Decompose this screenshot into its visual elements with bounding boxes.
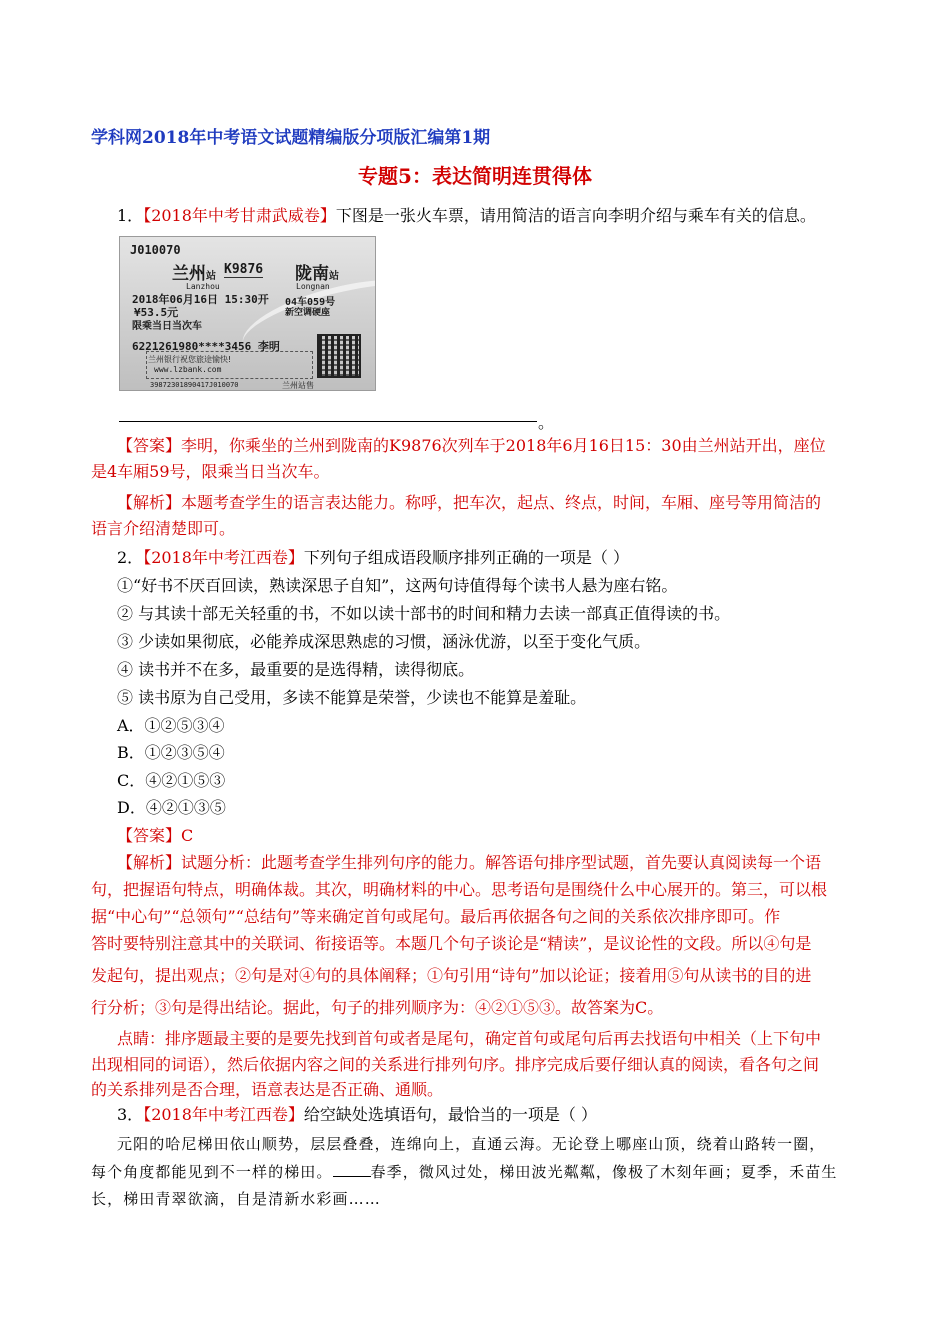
q1-answer-line-1: 【答案】李明，你乘坐的兰州到陇南的K9876次列车于2018年6月16日15：30由兰州站开出，座位 (117, 436, 826, 455)
ticket-from-pinyin: Lanzhou (186, 282, 220, 291)
question-number: 2． (117, 548, 144, 567)
q2-answer: 【答案】C (117, 826, 194, 845)
ticket-serial: 39872301890417J010070 (150, 381, 239, 389)
sentence-4: ④ 读书并不在多，最重要的是选得精，读得彻底。 (117, 660, 475, 679)
question-number: 1． (117, 206, 144, 225)
question-source: 【2018年中考江西卷】 (143, 1105, 304, 1124)
question-3 (117, 1105, 597, 1125)
ticket-to-pinyin: Longnan (296, 282, 330, 291)
question-1 (117, 206, 816, 226)
ticket-code: J010070 (130, 243, 181, 257)
document-header: 学科网2018年中考语文试题精编版分项版汇编第1期 (91, 128, 491, 148)
q2-analysis-line-6: 行分析；③句是得出结论。据此，句子的排列顺序为：④②①⑤③。故答案为C。 (91, 998, 664, 1017)
question-source: 【2018年中考甘肃武威卷】 (143, 206, 336, 225)
qr-code-icon (317, 334, 361, 378)
option-c: C．④②①⑤③ (117, 771, 226, 790)
ticket-class: 新空调硬座 (285, 308, 331, 318)
fill-in-blank[interactable] (333, 1162, 371, 1177)
sentence-2: ② 与其读十部无关轻重的书，不如以读十部书的时间和精力去读一部真正值得读的书。 (117, 604, 731, 623)
q2-tip-line-1: 点睛：排序题最主要的是要先找到首句或者是尾句，确定首句或尾句后再去找语句中相关（上下句中 (117, 1029, 822, 1048)
ticket-date: 2018年06月16日 15:30开 (132, 293, 269, 306)
q2-analysis-line-4: 答时要特别注意其中的关联词、衔接语等。本题几个句子谈论是“精读”，是议论性的文段。所以④句是 (91, 934, 812, 953)
question-source: 【2018年中考江西卷】 (143, 548, 304, 567)
question-number: 3． (117, 1105, 144, 1124)
ticket-passenger-id: 6221261980****3456 李明 (132, 340, 280, 353)
question-text: 下图是一张火车票，请用简洁的语言向李明介绍与乘车有关的信息。 (335, 206, 816, 225)
answer-blank-period: 。 (538, 413, 555, 432)
sentence-1: ①“好书不厌百回读，熟读深思子自知”，这两句诗值得每个读书人悬为座右铭。 (117, 576, 678, 595)
ticket-bank-slogan: 兰州银行祝您旅途愉快! (148, 355, 232, 364)
q2-analysis-line-3: 据“中心句”“总领句”“总结句”等来确定首句或尾句。最后再依据各句之间的关系依次排序即可。作 (91, 907, 781, 926)
ticket-bank-url: www.lzbank.com (154, 365, 222, 374)
ticket-limit: 限乘当日当次车 (132, 321, 202, 332)
sentence-3: ③ 少读如果彻底，必能养成深思熟虑的习惯，涵泳优游，以至于变化气质。 (117, 632, 651, 651)
ticket-price: ¥53.5元 (134, 306, 179, 319)
passage-line-1: 元阳的哈尼梯田依山顺势，层层叠叠，连绵向上，直通云海。无论登上哪座山顶，绕着山路转一圈， (117, 1135, 826, 1153)
q2-tip-line-3: 的关系排列是否合理，语意表达是否正确、通顺。 (91, 1080, 444, 1099)
answer-blank-line (119, 421, 537, 422)
passage-line-3: 长，梯田青翠欲滴，自是清新水彩画…… (91, 1190, 381, 1208)
option-d: D．④②①③⑤ (117, 798, 226, 817)
q1-analysis-line-1: 【解析】本题考查学生的语言表达能力。称呼，把车次，起点、终点，时间，车厢、座号等用简洁的 (117, 493, 822, 512)
q1-answer-line-2: 是4车厢59号，限乘当日当次车。 (91, 462, 330, 481)
ticket-seat: 04车059号 (285, 297, 336, 308)
sentence-5: ⑤ 读书原为自己受用，多读不能算是荣誉，少读也不能算是羞耻。 (117, 688, 587, 707)
q2-tip-line-2: 出现相同的词语），然后依据内容之间的关系进行排列句序。排序完成后要仔细认真的阅读，看各句之间 (91, 1055, 820, 1074)
passage-line-2: 每个角度都能见到不一样的梯田。 春季，微风过处，梯田波光粼粼，像极了木刻年画；夏季，禾苗生 (91, 1163, 838, 1181)
ticket-from-station: 兰州站 (172, 264, 216, 284)
ticket-train-number: K9876 (224, 262, 264, 277)
train-ticket-image (119, 236, 376, 391)
q1-analysis-line-2: 语言介绍清楚即可。 (91, 519, 236, 538)
ticket-office: 兰州站售 (282, 381, 314, 390)
section-title: 专题5：表达简明连贯得体 (358, 164, 592, 188)
q2-analysis-line-5: 发起句，提出观点；②句是对④句的具体阐释；①句引用“诗句”加以论证；接着用⑤句从读书的目的进 (91, 966, 812, 985)
option-b: B．①②③⑤④ (117, 743, 225, 762)
option-a: A．①②⑤③④ (117, 716, 225, 735)
ticket-to-station: 陇南站 (295, 264, 339, 284)
q2-analysis-line-1: 【解析】试题分析：此题考查学生排列句序的能力。解答语句排序型试题，首先要认真阅读每一个语 (117, 853, 822, 872)
question-text: 下列句子组成语段顺序排列正确的一项是（ ） (303, 548, 630, 567)
question-2 (117, 548, 629, 568)
question-text: 给空缺处选填语句，最恰当的一项是（ ） (303, 1105, 598, 1124)
q2-analysis-line-2: 句，把握语句特点，明确体裁。其次，明确材料的中心。思考语句是围绕什么中心展开的。第三，可以根 (91, 880, 828, 899)
